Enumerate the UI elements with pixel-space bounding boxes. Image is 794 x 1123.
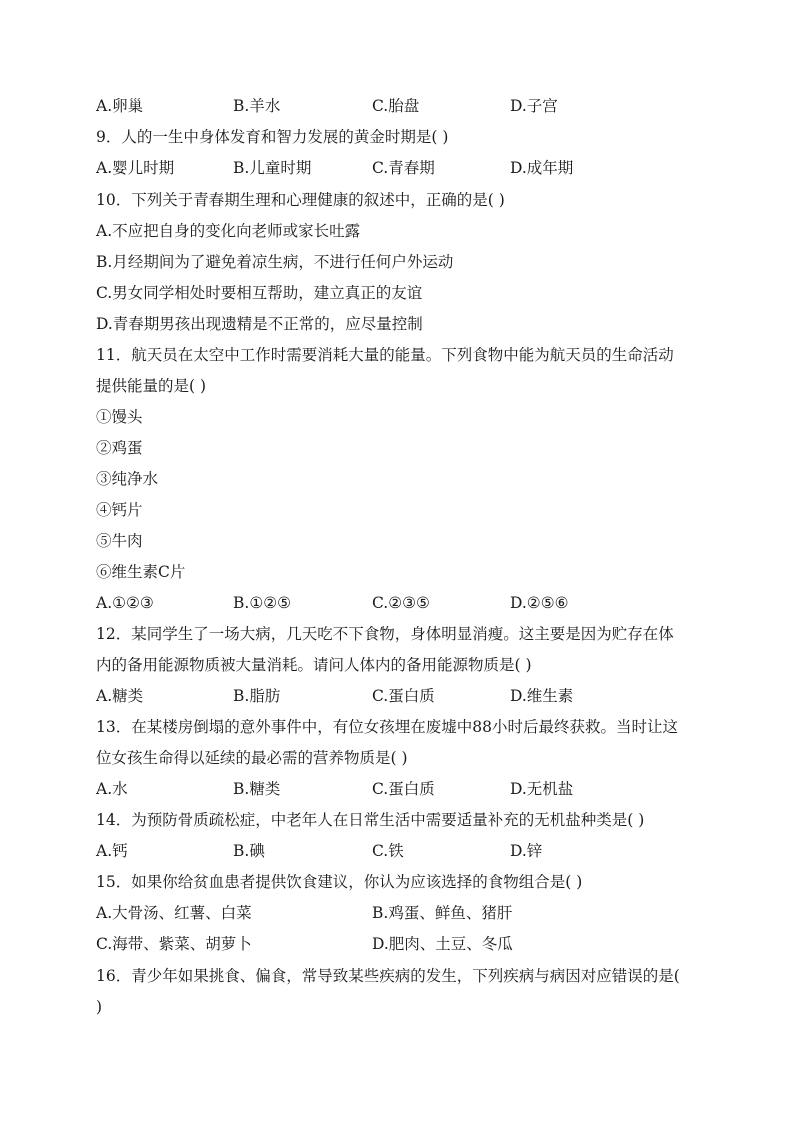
q11-stem-line1: 11．航天员在太空中工作时需要消耗大量的能量。下列食物中能为航天员的生命活动 <box>96 346 674 364</box>
q15-option-b[interactable]: B.鸡蛋、鲜鱼、猪肝 <box>372 904 513 922</box>
q10-option-d[interactable]: D.青春期男孩出现遗精是不正常的，应尽量控制 <box>96 315 423 333</box>
q15-option-d[interactable]: D.肥肉、土豆、冬瓜 <box>372 935 513 953</box>
q13-option-b[interactable]: B.糖类 <box>233 780 281 798</box>
q11-item-5: ⑤牛肉 <box>96 532 143 550</box>
q10-option-b[interactable]: B.月经期间为了避免着凉生病，不进行任何户外运动 <box>96 253 454 271</box>
q12-option-b[interactable]: B.脂肪 <box>233 687 281 705</box>
q11-option-a[interactable]: A.①②③ <box>96 594 154 612</box>
q8-option-d[interactable]: D.子宫 <box>510 97 558 115</box>
q12-option-c[interactable]: C.蛋白质 <box>372 687 435 705</box>
q15-option-a[interactable]: A.大骨汤、红薯、白菜 <box>96 904 252 922</box>
q11-item-6: ⑥维生素C片 <box>96 563 186 581</box>
q13-stem-line2: 位女孩生命得以延续的最必需的营养物质是( ) <box>96 749 408 767</box>
q11-item-3: ③纯净水 <box>96 470 159 488</box>
q14-option-d[interactable]: D.锌 <box>510 842 543 860</box>
q9-stem: 9．人的一生中身体发育和智力发展的黄金时期是( ) <box>96 128 449 146</box>
q14-stem: 14．为预防骨质疏松症，中老年人在日常生活中需要适量补充的无机盐种类是( ) <box>96 811 645 829</box>
q16-stem-line1: 16．青少年如果挑食、偏食，常导致某些疾病的发生，下列疾病与病因对应错误的是( <box>96 967 680 985</box>
q10-option-a[interactable]: A.不应把自身的变化向老师或家长吐露 <box>96 222 361 240</box>
q11-option-b[interactable]: B.①②⑤ <box>233 594 292 612</box>
q12-option-d[interactable]: D.维生素 <box>510 687 574 705</box>
q11-stem-line2: 提供能量的是( ) <box>96 377 207 395</box>
q14-option-c[interactable]: C.铁 <box>372 842 404 860</box>
q8-option-c[interactable]: C.胎盘 <box>372 97 420 115</box>
q11-option-c[interactable]: C.②③⑤ <box>372 594 430 612</box>
q9-option-c[interactable]: C.青春期 <box>372 159 435 177</box>
q11-item-2: ②鸡蛋 <box>96 439 143 457</box>
q11-item-1: ①馒头 <box>96 408 143 426</box>
q14-option-a[interactable]: A.钙 <box>96 842 128 860</box>
q13-option-a[interactable]: A.水 <box>96 780 128 798</box>
q13-option-d[interactable]: D.无机盐 <box>510 780 574 798</box>
q11-option-d[interactable]: D.②⑤⑥ <box>510 594 569 612</box>
q12-stem-line2: 内的备用能源物质被大量消耗。请问人体内的备用能源物质是( ) <box>96 656 532 674</box>
q10-option-c[interactable]: C.男女同学相处时要相互帮助，建立真正的友谊 <box>96 284 423 302</box>
q8-option-a[interactable]: A.卵巢 <box>96 97 144 115</box>
q10-stem: 10．下列关于青春期生理和心理健康的叙述中，正确的是( ) <box>96 191 505 209</box>
q13-option-c[interactable]: C.蛋白质 <box>372 780 435 798</box>
q15-stem: 15．如果你给贫血患者提供饮食建议，你认为应该选择的食物组合是( ) <box>96 873 583 891</box>
q9-option-a[interactable]: A.婴儿时期 <box>96 159 175 177</box>
q14-option-b[interactable]: B.碘 <box>233 842 265 860</box>
q11-item-4: ④钙片 <box>96 501 143 519</box>
q9-option-b[interactable]: B.儿童时期 <box>233 159 312 177</box>
q13-stem-line1: 13．在某楼房倒塌的意外事件中，有位女孩埋在废墟中88小时后最终获救。当时让这 <box>96 718 678 736</box>
q12-option-a[interactable]: A.糖类 <box>96 687 144 705</box>
q9-option-d[interactable]: D.成年期 <box>510 159 574 177</box>
q16-stem-line2: ) <box>96 998 103 1016</box>
q15-option-c[interactable]: C.海带、紫菜、胡萝卜 <box>96 935 252 953</box>
q8-option-b[interactable]: B.羊水 <box>233 97 281 115</box>
q12-stem-line1: 12．某同学生了一场大病，几天吃不下食物，身体明显消瘦。这主要是因为贮存在体 <box>96 625 674 643</box>
